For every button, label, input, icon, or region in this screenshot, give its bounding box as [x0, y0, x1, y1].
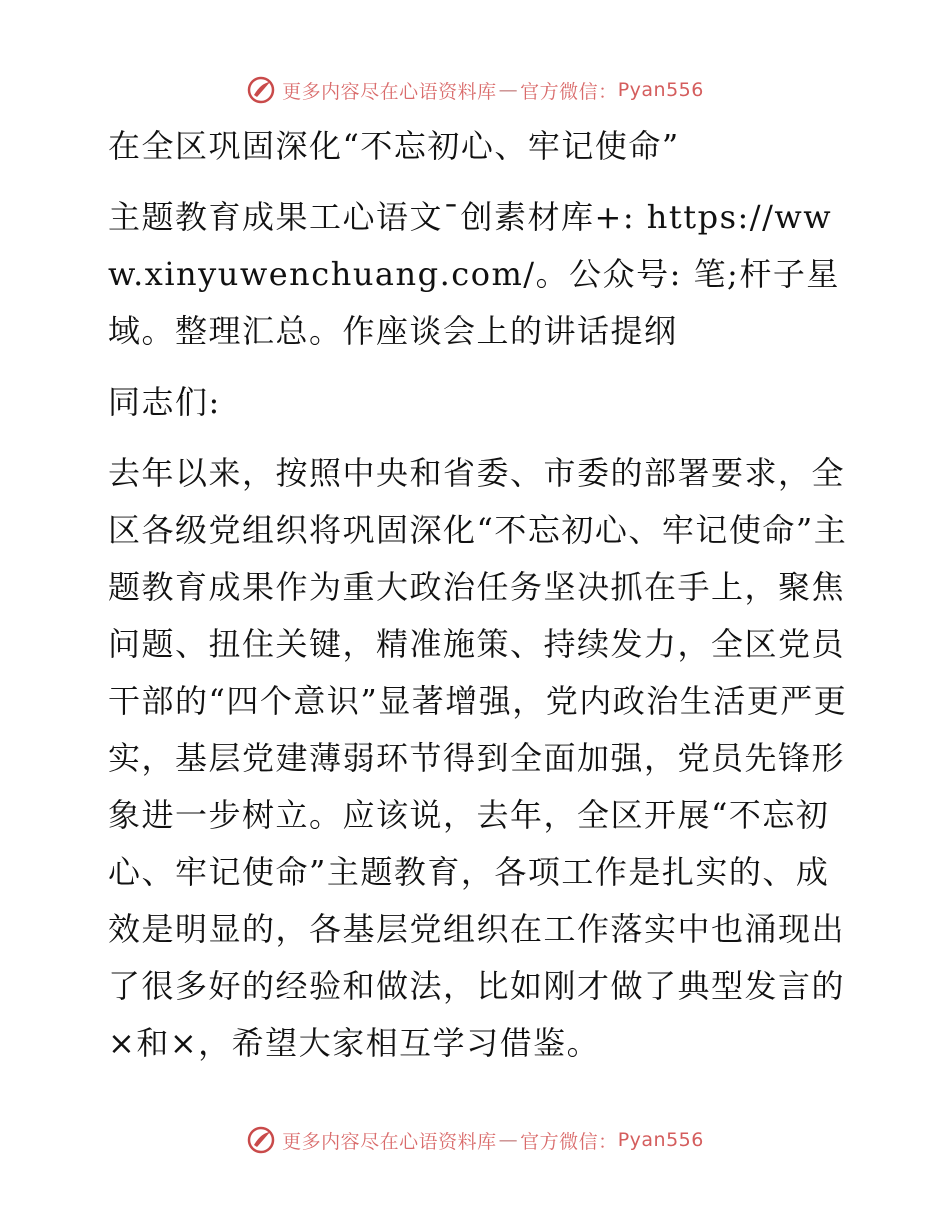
watermark-wechat-id: Pyan556 — [617, 79, 704, 101]
salutation: 同志们: — [108, 383, 221, 421]
title-line-2: 主题教育成果工心语文¯创素材库+: https://www.xinyuwenchuang.com/。公众号: 笔;杆子星域。整理汇总。作座谈会上的讲话提纲 — [108, 198, 840, 350]
watermark-separator: — — [498, 1129, 519, 1151]
brush-logo-icon — [246, 1125, 276, 1155]
watermark-label: 官方微信： — [520, 1130, 618, 1153]
watermark-text: 更多内容尽在心语资料库 — [282, 80, 497, 103]
title-line-1: 在全区巩固深化“不忘初心、牢记使命” — [108, 127, 680, 165]
watermark-label: 官方微信： — [520, 80, 618, 103]
watermark-separator: — — [498, 79, 519, 101]
document-body — [98, 118, 858, 1072]
watermark-footer — [0, 1120, 950, 1160]
body-paragraph: 去年以来，按照中央和省委、市委的部署要求，全区各级党组织将巩固深化“不忘初心、牢记使命”主题教育成果作为重大政治任务坚决抓在手上，聚焦问题、扭住关键，精准施策、持续发力，全区党员干部的“四个意识”显著增强，党内政治生活更严更实，基层党建薄弱环节得到全面加强，党员先锋形象进一步树立。应该说，去年，全区开展“不忘初心、牢记使命”主题教育，各项工作是扎实的、成效是明显的，各基层党组织在工作落实中也涌现出了很多好的经验和做法，比如刚才做了典型发言的×和×，希望大家相互学习借鉴。 — [108, 454, 848, 1062]
watermark-text: 更多内容尽在心语资料库 — [282, 1130, 497, 1153]
watermark-header — [0, 70, 950, 110]
brush-logo-icon — [246, 75, 276, 105]
watermark-wechat-id: Pyan556 — [617, 1129, 704, 1151]
